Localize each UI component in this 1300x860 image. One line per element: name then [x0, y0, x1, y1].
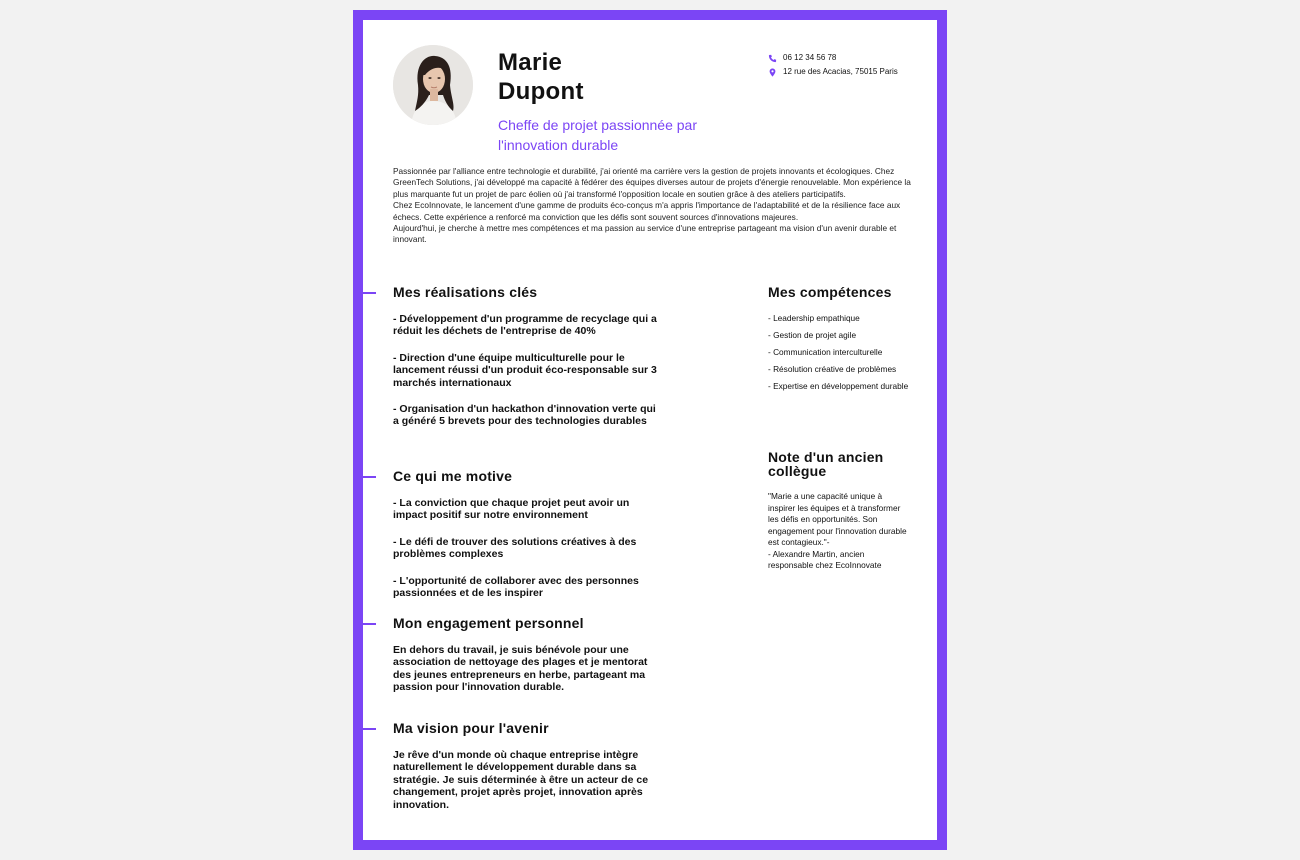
- vision-title: Ma vision pour l'avenir: [393, 720, 549, 736]
- list-item: - La conviction que chaque projet peut avoir un impact positif sur notre environnement: [393, 497, 630, 522]
- testimonial-title: Note d'un ancien collègue: [768, 449, 884, 479]
- quote-text: "Marie a une capacité unique à inspirer les équipes et à transformer les défis en opportunités. Son engagement pour l'innovation durable est contagieux."-: [768, 491, 907, 547]
- bio-paragraph: Chez EcoInnovate, le lancement d'une gamme de produits éco-conçus m'a appris l'importance de l'adaptabilité et de la résilience face aux échecs. Cette expérience a renforcé ma conviction que les défis sont souvent sources d'innovations majeures.: [393, 200, 901, 222]
- skill-item: - Leadership empathique: [768, 313, 860, 323]
- skills-title: Mes compétences: [768, 284, 892, 300]
- skills-list: [768, 313, 918, 398]
- phone-number: 06 12 34 56 78: [783, 53, 837, 62]
- first-name: Marie: [498, 49, 563, 76]
- engagement-text: En dehors du travail, je suis bénévole pour une association de nettoyage des plages et je mentorat des jeunes entrepreneurs en herbe, partageant ma passion pour l'innovation durable.: [393, 644, 648, 694]
- list-item: - L'opportunité de collaborer avec des personnes passionnées et de les inspirer: [393, 574, 639, 600]
- tagline: Cheffe de projet passionnée par l'innovation durable: [498, 117, 697, 153]
- portrait-icon: [393, 45, 473, 125]
- contact-address: [768, 65, 898, 79]
- engagement-title: Mon engagement personnel: [393, 615, 584, 631]
- testimonial-quote: [768, 491, 910, 572]
- bio-paragraph: Aujourd'hui, je cherche à mettre mes compétences et ma passion au service d'une entreprise partageant ma vision d'un avenir durable et innovant.: [393, 223, 897, 245]
- address: 12 rue des Acacias, 75015 Paris: [783, 67, 898, 76]
- quote-author: - Alexandre Martin, ancien responsable chez EcoInnovate: [768, 548, 882, 570]
- section-marker: [363, 476, 376, 478]
- bio-paragraph: Passionnée par l'alliance entre technologie et durabilité, j'ai orienté ma carrière vers la gestion de projets innovants et écologiques. Chez GreenTech Solutions, j'ai développé ma capacité à fédérer des équipes diverses autour de projets d'énergie renouvelable. Mon expérience la plus marquante fut un projet de parc éolien où j'ai transformé l'opposition locale en soutien grâce à des ateliers participatifs.: [393, 166, 911, 199]
- bio-section: [393, 166, 911, 246]
- section-marker: [363, 292, 376, 294]
- location-pin-icon: [768, 68, 777, 77]
- list-item: - Développement d'un programme de recyclage qui a réduit les déchets de l'entreprise de 40%: [393, 313, 657, 338]
- resume-page: [363, 20, 937, 840]
- list-item: - Direction d'une équipe multiculturelle pour le lancement réussi d'un produit éco-responsable sur 3 marchés internationaux: [393, 351, 657, 389]
- motivation-list: [393, 497, 658, 613]
- achievements-list: [393, 313, 658, 442]
- list-item: - Organisation d'un hackathon d'innovation verte qui a généré 5 brevets pour des technologies durables: [393, 403, 656, 428]
- skill-item: - Expertise en développement durable: [768, 381, 909, 391]
- skill-item: - Gestion de projet agile: [768, 330, 857, 340]
- last-name: Dupont: [498, 78, 584, 105]
- achievements-title: Mes réalisations clés: [393, 284, 538, 300]
- motivation-title: Ce qui me motive: [393, 468, 513, 484]
- profile-photo: [393, 45, 473, 125]
- resume-frame: [353, 10, 947, 850]
- section-marker: [363, 728, 376, 730]
- section-marker: [363, 623, 376, 625]
- vision-text: Je rêve d'un monde où chaque entreprise intègre naturellement le développement durable dans sa stratégie. Je suis déterminée à être un acteur de ce changement, projet après projet, innovation après innovation.: [393, 749, 649, 811]
- phone-icon: [768, 54, 777, 63]
- list-item: - Le défi de trouver des solutions créatives à des problèmes complexes: [393, 535, 637, 561]
- candidate-name: [498, 48, 584, 106]
- skill-item: - Résolution créative de problèmes: [768, 364, 897, 374]
- skill-item: - Communication interculturelle: [768, 347, 883, 357]
- contact-block: [768, 51, 898, 79]
- contact-phone[interactable]: [768, 51, 898, 65]
